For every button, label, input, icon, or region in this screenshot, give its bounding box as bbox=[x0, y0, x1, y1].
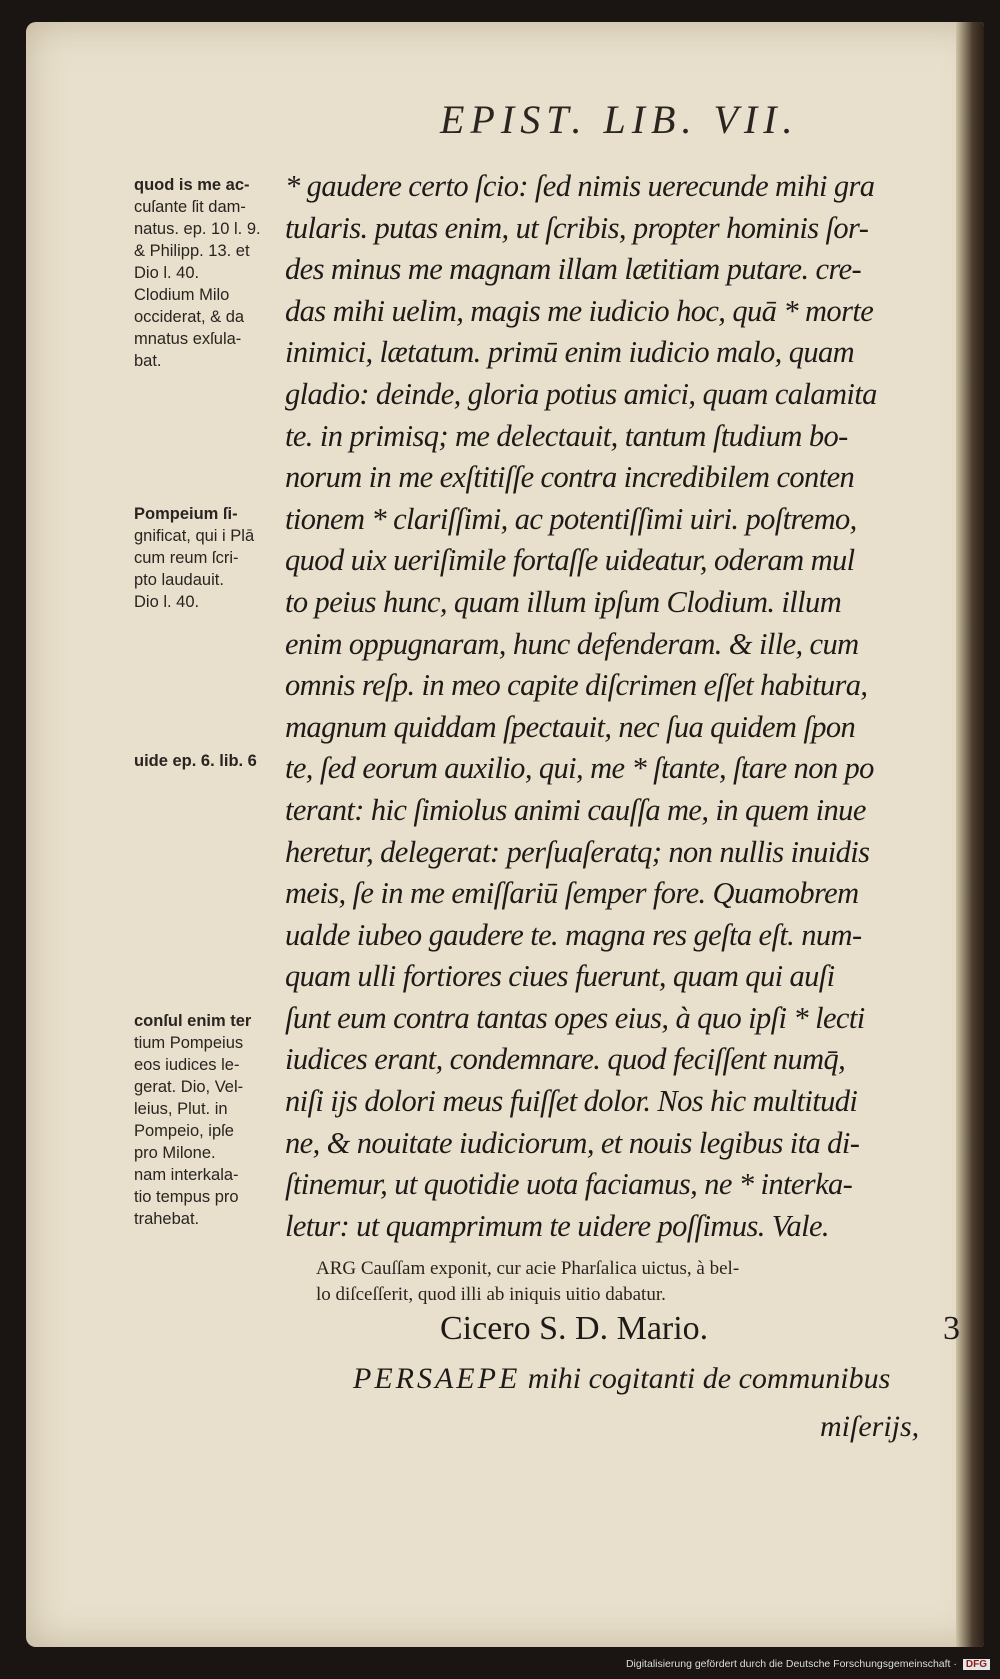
text-line: meis, ſe in me emiſſariū ſemper fore. Quamobrem bbox=[285, 876, 859, 911]
text-line: niſi ijs dolori meus fuiſſet dolor. Nos hic multitudi bbox=[285, 1084, 858, 1119]
opening-caps: PERSAEPE bbox=[353, 1362, 521, 1395]
margin-line: nam interkala- bbox=[134, 1166, 239, 1184]
argument-line: ARG Cauſſam exponit, cur acie Pharſalica uictus, à bel- bbox=[316, 1258, 740, 1279]
margin-note bbox=[134, 750, 306, 772]
margin-line: & Philipp. 13. et bbox=[134, 242, 250, 260]
margin-line: Pompeio, ipſe bbox=[134, 1122, 234, 1140]
running-header: EPIST. LIB. VII. bbox=[440, 97, 799, 142]
text-line: inimici, lætatum. primū enim iudicio malo, quam bbox=[285, 335, 855, 370]
text-line: te, ſed eorum auxilio, qui, me * ſtante, ſtare non po bbox=[285, 751, 874, 786]
letter-number: 3 bbox=[943, 1310, 960, 1347]
margin-line: natus. ep. 10 l. 9. bbox=[134, 220, 261, 238]
text-line: letur: ut quamprimum te uidere poſſimus. Vale. bbox=[285, 1208, 829, 1243]
text-line: ne, & nouitate iudiciorum, et nouis legibus ita di- bbox=[285, 1125, 860, 1160]
margin-line: pro Milone. bbox=[134, 1144, 216, 1162]
margin-line: eos iudices le- bbox=[134, 1056, 240, 1074]
margin-line: gerat. Dio, Vel- bbox=[134, 1078, 244, 1096]
dfg-logo: DFG bbox=[963, 1659, 990, 1670]
margin-line: Dio l. 40. bbox=[134, 593, 200, 611]
text-line: quam ulli fortiores ciues fuerunt, quam qui auſi bbox=[285, 959, 835, 994]
text-line: des minus me magnam illam lætitiam putare. cre- bbox=[285, 252, 862, 287]
text-line: terant: hic ſimiolus animi cauſſa me, in quem inue bbox=[285, 792, 866, 827]
text-line: das mihi uelim, magis me iudicio hoc, quā * morte bbox=[285, 293, 874, 328]
text-line: quod uix ueriſimile fortaſſe uideatur, oderam mul bbox=[285, 543, 855, 578]
margin-line: uide ep. 6. lib. 6 bbox=[134, 752, 257, 770]
margin-line: quod is me ac- bbox=[134, 176, 250, 194]
salutation-text: Cicero S. D. Mario. bbox=[440, 1310, 709, 1347]
margin-line: cuſante ſit dam- bbox=[134, 198, 246, 216]
margin-note bbox=[134, 503, 306, 613]
margin-line: Pompeium ſi- bbox=[134, 505, 238, 523]
margin-line: trahebat. bbox=[134, 1210, 200, 1228]
margin-line: tio tempus pro bbox=[134, 1188, 239, 1206]
margin-line: bat. bbox=[134, 352, 162, 370]
opening-text: mihi cogitanti de communibus bbox=[520, 1362, 891, 1395]
text-line: ſunt eum contra tantas opes eius, à quo ipſi * lecti bbox=[285, 1000, 865, 1035]
margin-line: Dio l. 40. bbox=[134, 264, 200, 282]
main-text bbox=[285, 166, 957, 1247]
margin-line: leius, Plut. in bbox=[134, 1100, 228, 1118]
credit-text: Digitalisierung gefördert durch die Deutsche Forschungsgemeinschaft · bbox=[625, 1658, 957, 1670]
text-line: ualde iubeo gaudere te. magna res geſta eſt. num- bbox=[285, 917, 862, 952]
text-line: tularis. putas enim, ut ſcribis, propter hominis ſor- bbox=[285, 210, 869, 245]
text-line: norum in me exſtitiſſe contra incredibilem conten bbox=[285, 460, 855, 495]
argument-line: lo diſceſſerit, quod illi ab iniquis uitio dabatur. bbox=[316, 1284, 666, 1305]
text-line: te. in primisq; me delectauit, tantum ſtudium bo- bbox=[285, 418, 848, 453]
margin-line: conſul enim ter bbox=[134, 1012, 252, 1030]
text-line: omnis reſp. in meo capite diſcrimen eſſet habitura, bbox=[285, 668, 868, 703]
margin-line: Clodium Milo bbox=[134, 286, 230, 304]
text-line: magnum quiddam ſpectauit, nec ſua quidem ſpon bbox=[285, 709, 856, 744]
digitization-credit bbox=[626, 1658, 990, 1670]
letter-salutation bbox=[440, 1310, 960, 1348]
catchword: miſerijs, bbox=[820, 1410, 920, 1443]
text-line: heretur, delegerat: perſuaſeratq; non nullis inuidis bbox=[285, 834, 870, 869]
text-line: tionem * clariſſimi, ac potentiſſimi uiri. poſtremo, bbox=[285, 501, 857, 536]
margin-note bbox=[134, 174, 306, 372]
argument-summary bbox=[316, 1256, 946, 1308]
letter-opening bbox=[353, 1362, 953, 1396]
text-line: gladio: deinde, gloria potius amici, quam calamita bbox=[285, 376, 877, 411]
text-line: * gaudere certo ſcio: ſed nimis uerecunde mihi gra bbox=[285, 169, 875, 203]
margin-line: gnificat, qui i Plā bbox=[134, 527, 255, 545]
margin-line: mnatus exſula- bbox=[134, 330, 242, 348]
text-line: iudices erant, condemnare. quod feciſſent numq̄, bbox=[285, 1042, 846, 1077]
margin-line: occiderat, & da bbox=[134, 308, 245, 326]
margin-note bbox=[134, 1010, 306, 1230]
book-spine bbox=[956, 22, 984, 1647]
margin-line: tium Pompeius bbox=[134, 1034, 244, 1052]
margin-line: pto laudauit. bbox=[134, 571, 224, 589]
text-line: enim oppugnaram, hunc defenderam. & ille, cum bbox=[285, 626, 859, 661]
margin-line: cum reum ſcri- bbox=[134, 549, 239, 567]
text-line: to peius hunc, quam illum ipſum Clodium. illum bbox=[285, 584, 842, 619]
text-line: ſtinemur, ut quotidie uota faciamus, ne * interka- bbox=[285, 1167, 853, 1202]
